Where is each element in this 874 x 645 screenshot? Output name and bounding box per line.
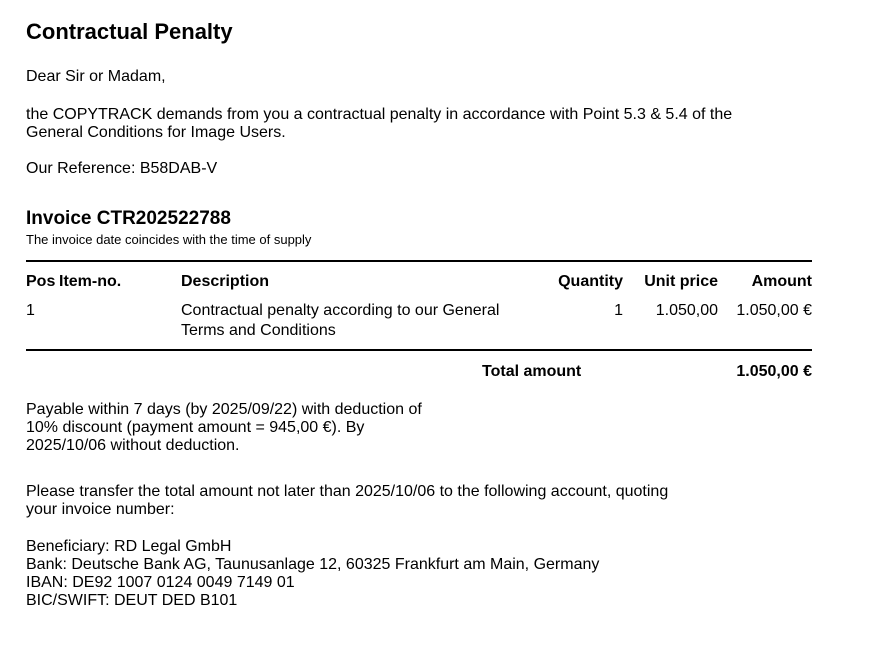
payment-terms-line-2: 10% discount (payment amount = 945,00 €). By	[26, 419, 365, 436]
row-quantity: 1	[614, 302, 623, 319]
row-unit-price: 1.050,00	[655, 302, 718, 319]
reference-number: Our Reference: B58DAB-V	[26, 160, 218, 177]
demand-paragraph	[26, 106, 732, 142]
iban: IBAN: DE92 1007 0124 0049 7149 01	[26, 574, 295, 591]
bic-swift: BIC/SWIFT: DEUT DED B101	[26, 592, 238, 609]
payment-terms	[26, 401, 422, 455]
beneficiary: Beneficiary: RD Legal GmbH	[26, 538, 232, 555]
bank-details	[26, 538, 599, 610]
total-amount-value: 1.050,00 €	[736, 363, 812, 380]
demand-line-2: General Conditions for Image Users.	[26, 124, 286, 141]
invoice-title: Invoice CTR202522788	[26, 208, 231, 229]
bank-name: Bank: Deutsche Bank AG, Taunusanlage 12, 60325 Frankfurt am Main, Germany	[26, 556, 600, 573]
row-amount: 1.050,00 €	[736, 302, 812, 319]
invoice-subtitle: The invoice date coincides with the time of supply	[26, 232, 312, 247]
page-title: Contractual Penalty	[26, 19, 233, 44]
header-item-no: Item-no.	[59, 273, 122, 290]
header-description: Description	[181, 273, 270, 290]
row-description-line-2: Terms and Conditions	[181, 322, 336, 339]
salutation: Dear Sir or Madam,	[26, 68, 166, 85]
table-top-rule	[26, 260, 812, 262]
header-quantity: Quantity	[558, 273, 623, 290]
header-pos: Pos	[26, 273, 56, 290]
transfer-line-2: your invoice number:	[26, 501, 175, 518]
transfer-instructions	[26, 483, 668, 519]
header-unit-price: Unit price	[644, 273, 718, 290]
payment-terms-line-1: Payable within 7 days (by 2025/09/22) with deduction of	[26, 401, 422, 418]
row-description-line-1: Contractual penalty according to our General	[181, 302, 500, 319]
table-bottom-rule	[26, 349, 812, 351]
total-amount-label: Total amount	[482, 363, 582, 380]
header-amount: Amount	[751, 273, 812, 290]
row-description	[181, 301, 499, 341]
payment-terms-line-3: 2025/10/06 without deduction.	[26, 437, 240, 454]
demand-line-1: the COPYTRACK demands from you a contractual penalty in accordance with Point 5.3 & 5.4 of the	[26, 106, 733, 123]
row-pos: 1	[26, 302, 35, 319]
transfer-line-1: Please transfer the total amount not later than 2025/10/06 to the following account, quoting	[26, 483, 669, 500]
